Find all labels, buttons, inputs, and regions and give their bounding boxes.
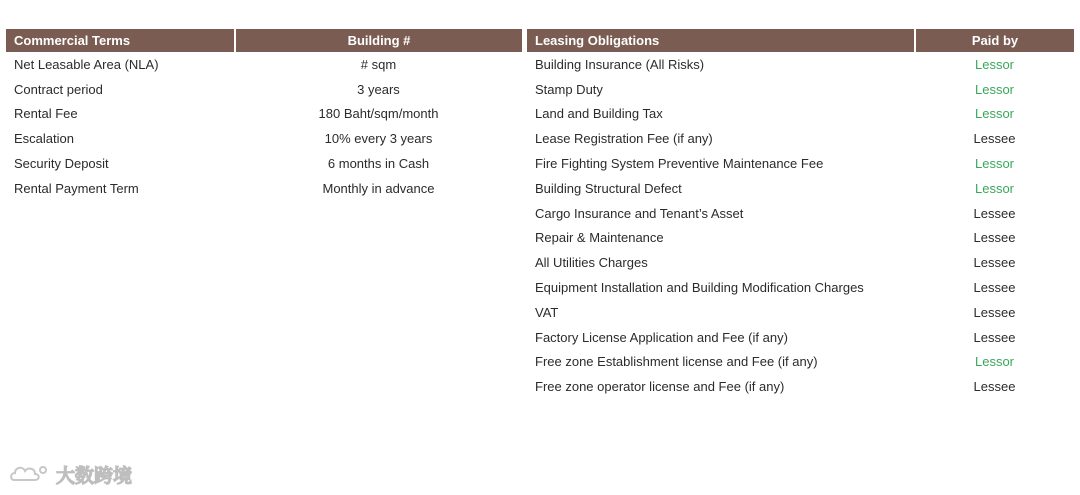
table-row [527,77,1074,102]
commercial-terms-table [6,29,522,201]
commercial-terms-header: Commercial Terms [6,29,235,52]
watermark-text: 大数跨境 [56,464,133,487]
leasing-obligations-header-row [527,29,1074,52]
obligation-item: Free zone operator license and Fee (if any) [535,379,785,395]
paid-by-value: Lessee [973,230,1016,246]
term-label: Security Deposit [14,156,109,172]
table-row [527,350,1074,375]
paid-by-value: Lessor [974,156,1015,172]
obligation-item: Building Insurance (All Risks) [535,56,705,72]
paid-by-value: Lessee [973,131,1016,147]
table-row [6,52,522,77]
obligation-item: Cargo Insurance and Tenant’s Asset [535,205,744,221]
paid-by-value: Lessee [973,379,1016,395]
table-row [527,275,1074,300]
table-row [6,77,522,102]
paid-by-value: Lessor [974,56,1015,72]
leasing-obligations-header: Leasing Obligations [527,29,915,52]
table-row [6,126,522,151]
paid-by-value: Lessor [974,180,1015,196]
term-label: Net Leasable Area (NLA) [14,56,159,72]
obligation-item: Fire Fighting System Preventive Maintenance Fee [535,156,824,172]
watermark [8,460,132,488]
obligation-item: VAT [535,304,559,320]
term-value: 10% every 3 years [324,131,433,147]
table-row [527,176,1074,201]
commercial-terms-header-row [6,29,522,52]
cloud-logo-icon [8,462,52,486]
paid-by-value: Lessor [974,81,1015,97]
table-row [527,201,1074,226]
paid-by-value: Lessee [973,304,1016,320]
table-row [527,226,1074,251]
table-row [527,102,1074,127]
table-row [6,151,522,176]
term-label: Rental Fee [14,106,78,122]
leasing-obligations-table [527,29,1074,399]
obligation-item: Repair & Maintenance [535,230,664,246]
paid-by-value: Lessee [973,280,1016,296]
building-number-header: Building # [235,29,522,52]
term-value: 6 months in Cash [327,156,430,172]
table-row [527,325,1074,350]
table-row [6,176,522,201]
paid-by-value: Lessor [974,354,1015,370]
table-row [6,102,522,127]
table-row [527,151,1074,176]
paid-by-value: Lessor [974,106,1015,122]
paid-by-value: Lessee [973,329,1016,345]
obligation-item: Building Structural Defect [535,180,682,196]
paid-by-header: Paid by [915,29,1074,52]
table-row [527,52,1074,77]
term-label: Escalation [14,131,74,147]
table-row [527,250,1074,275]
term-value: # sqm [360,56,397,72]
obligation-item: Land and Building Tax [535,106,663,122]
term-value: 180 Baht/sqm/month [318,106,439,122]
obligation-item: Stamp Duty [535,81,603,97]
paid-by-value: Lessee [973,255,1016,271]
obligation-item: Lease Registration Fee (if any) [535,131,713,147]
obligation-item: All Utilities Charges [535,255,648,271]
term-label: Contract period [14,81,103,97]
term-label: Rental Payment Term [14,180,139,196]
term-value: Monthly in advance [322,180,435,196]
table-row [527,374,1074,399]
obligation-item: Free zone Establishment license and Fee (if any) [535,354,818,370]
paid-by-value: Lessee [973,205,1016,221]
table-row [527,126,1074,151]
table-row [527,300,1074,325]
obligation-item: Equipment Installation and Building Modification Charges [535,280,864,296]
term-value: 3 years [357,81,400,97]
obligation-item: Factory License Application and Fee (if any) [535,329,788,345]
